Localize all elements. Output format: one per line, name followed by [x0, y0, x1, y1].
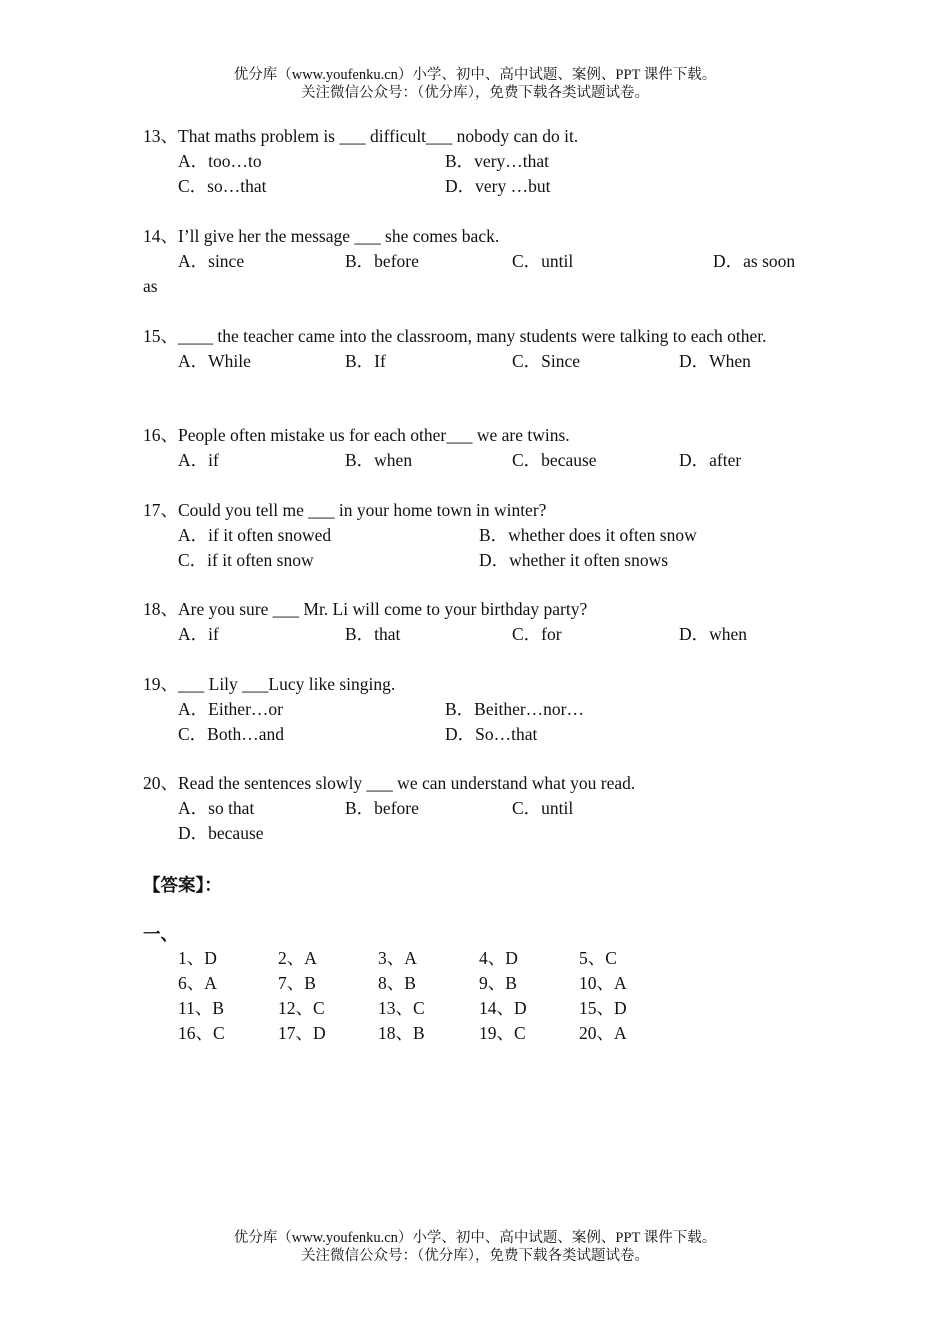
option-a: A．so that: [178, 798, 255, 818]
answer-item: 18、B: [378, 1023, 425, 1043]
option-d: D．When: [679, 351, 751, 371]
option-d: D．when: [679, 624, 748, 644]
page-header: [0, 66, 950, 102]
answer-item: 17、D: [278, 1023, 326, 1043]
answer-item: 8、B: [378, 973, 416, 993]
option-c: C．if it often snow: [178, 550, 314, 570]
question-stem: 15、____ the teacher came into the classroom, many students were talking to each other.: [143, 326, 767, 346]
option-a: A．While: [178, 351, 251, 371]
option-b: B．when: [345, 450, 413, 470]
answer-item: 12、C: [278, 998, 325, 1018]
question-19: [143, 672, 805, 747]
answer-item: 1、D: [178, 948, 217, 968]
option-b: B．that: [345, 624, 401, 644]
answer-item: 11、B: [178, 998, 225, 1018]
answers-title: 【答案】：: [143, 876, 222, 896]
question-14: [143, 224, 805, 299]
option-d: D．whether it often snows: [479, 550, 669, 570]
answer-row: [143, 971, 743, 996]
answer-item: 6、A: [178, 973, 217, 993]
question-13: [143, 124, 805, 199]
question-stem: 20、Read the sentences slowly ___ we can understand what you read.: [143, 773, 636, 793]
option-d-wrap: as: [143, 276, 158, 296]
header-line-1: 优分库（www.youfenku.cn）小学、初中、高中试题、案例、PPT 课件下载。: [233, 67, 717, 83]
answer-item: 2、A: [278, 948, 317, 968]
answer-item: 16、C: [178, 1023, 225, 1043]
option-b: B．before: [345, 798, 419, 818]
option-c: C．Both…and: [178, 724, 284, 744]
option-a: A．if: [178, 450, 219, 470]
option-a: A．if it often snowed: [178, 525, 332, 545]
question-stem: 13、That maths problem is ___ difficult___ nobody can do it.: [143, 126, 579, 146]
option-b: B．before: [345, 251, 419, 271]
question-stem: 18、Are you sure ___ Mr. Li will come to your birthday party?: [143, 599, 588, 619]
answer-item: 20、A: [579, 1023, 627, 1043]
header-line-2: 关注微信公众号：（优分库），免费下载各类试题试卷。: [301, 85, 649, 101]
question-16: [143, 423, 805, 473]
answer-row: [143, 996, 743, 1021]
option-a: A．too…to: [178, 151, 262, 171]
option-c: C．so…that: [178, 176, 267, 196]
option-b: B．If: [345, 351, 386, 371]
question-stem: 17、Could you tell me ___ in your home town in winter?: [143, 500, 547, 520]
option-b: B．whether does it often snow: [479, 525, 697, 545]
option-c: C．Since: [512, 351, 581, 371]
option-c: C．until: [512, 798, 574, 818]
answer-row: [143, 1021, 743, 1046]
question-15: [143, 324, 805, 374]
question-stem: 14、I’ll give her the message ___ she comes back.: [143, 226, 500, 246]
footer-line-2: 关注微信公众号：（优分库），免费下载各类试题试卷。: [301, 1248, 649, 1264]
option-b: B．Beither…nor…: [445, 699, 585, 719]
answer-item: 9、B: [479, 973, 517, 993]
option-b: B．very…that: [445, 151, 550, 171]
answer-row: [143, 946, 743, 971]
answer-item: 19、C: [479, 1023, 526, 1043]
option-c: C．until: [512, 251, 574, 271]
answer-item: 14、D: [479, 998, 527, 1018]
question-20: [143, 771, 805, 846]
option-d: D．as soon: [713, 251, 796, 271]
answer-item: 15、D: [579, 998, 627, 1018]
answers-section-label: 一、: [143, 925, 178, 945]
option-a: A．if: [178, 624, 219, 644]
option-c: C．for: [512, 624, 562, 644]
option-a: A．since: [178, 251, 245, 271]
option-d: D．very …but: [445, 176, 551, 196]
answer-item: 3、A: [378, 948, 417, 968]
question-17: [143, 498, 805, 573]
option-d: D．So…that: [445, 724, 538, 744]
answer-item: 5、C: [579, 948, 617, 968]
answer-item: 13、C: [378, 998, 425, 1018]
question-stem: 16、People often mistake us for each other___ we are twins.: [143, 425, 570, 445]
option-d: D．because: [178, 823, 264, 843]
page-footer: [0, 1229, 950, 1265]
question-stem: 19、___ Lily ___Lucy like singing.: [143, 674, 396, 694]
option-d: D．after: [679, 450, 742, 470]
option-c: C．because: [512, 450, 597, 470]
answer-item: 7、B: [278, 973, 316, 993]
footer-line-1: 优分库（www.youfenku.cn）小学、初中、高中试题、案例、PPT 课件下载。: [233, 1230, 717, 1246]
option-a: A．Either…or: [178, 699, 283, 719]
answer-key: [143, 946, 743, 1046]
answer-item: 10、A: [579, 973, 627, 993]
question-18: [143, 597, 805, 647]
answer-item: 4、D: [479, 948, 518, 968]
